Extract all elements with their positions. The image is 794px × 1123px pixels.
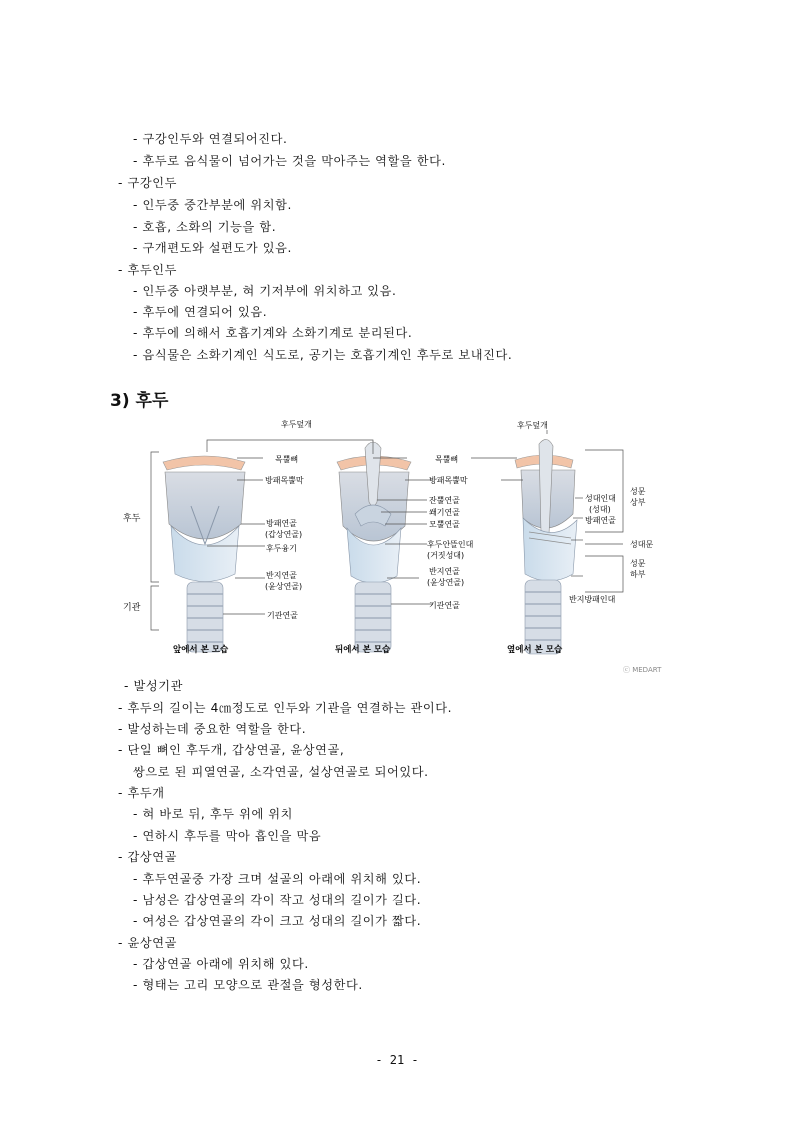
label-thyroid-cartilage-alt: (갑상연골): [265, 530, 303, 539]
list-item: - 남성은 갑상연골의 각이 작고 성대의 길이가 길다.: [133, 893, 422, 907]
label-vestibular-ligament: 후두안뜰인대: [427, 540, 474, 549]
list-item: - 후두에 연결되어 있음.: [133, 305, 268, 319]
larynx-figure: [115, 414, 675, 676]
front-view-illustration: [163, 456, 245, 652]
back-view-illustration: [337, 442, 411, 652]
label-subglottic-1: 성문: [630, 559, 646, 568]
label-trachea-cartilage-side: 기관연골: [429, 601, 460, 610]
list-item: - 인두중 아랫부분, 혀 기저부에 위치하고 있음.: [133, 284, 397, 298]
list-item: - 음식물은 소화기계인 식도로, 공기는 호흡기계인 후두로 보내진다.: [133, 348, 513, 362]
list-item: - 후두로 음식물이 넘어가는 것을 막아주는 역할을 한다.: [133, 154, 446, 168]
label-epiglottis: 후두덮개: [281, 420, 312, 429]
label-arytenoid: 모뿔연골: [429, 520, 460, 529]
list-item: - 후두연골중 가장 크며 설골의 아래에 위치해 있다.: [133, 872, 422, 886]
label-vestibular-ligament-alt: (거짓성대): [427, 551, 465, 560]
list-item: - 혀 바로 뒤, 후두 위에 위치: [133, 807, 294, 821]
caption-side: 옆에서 본 모습: [507, 645, 563, 655]
label-cricoid-cartilage: 반지연골: [266, 571, 297, 580]
label-laryngeal-prominence: 후두융기: [266, 544, 297, 553]
label-trachea-cartilage: 기관연골: [267, 611, 298, 620]
list-item: - 여성은 갑상연골의 각이 크고 성대의 길이가 짧다.: [133, 914, 422, 928]
section-heading: 3) 후두: [110, 391, 169, 411]
label-corniculate: 잔뿔연골: [429, 496, 460, 505]
label-thyrohyoid-membrane: 방패목뿔막: [265, 476, 304, 485]
caption-front: 앞에서 본 모습: [173, 645, 229, 655]
list-item: - 후두의 길이는 4㎝정도로 인두와 기관을 연결하는 관이다.: [118, 701, 453, 715]
label-glottis: 성대문: [630, 540, 654, 549]
label-cricothyroid-ligament: 반지방패인대: [569, 595, 616, 604]
credit: ⓒ MEDART: [623, 666, 662, 674]
list-item: - 후두개: [118, 786, 165, 800]
list-item: - 형태는 고리 모양으로 관절을 형성한다.: [133, 978, 363, 992]
caption-back: 뒤에서 본 모습: [335, 645, 391, 655]
list-item: - 호흡, 소화의 기능을 함.: [133, 220, 277, 234]
label-thyroid-cartilage: 방패연골: [266, 519, 297, 528]
list-item: - 구개편도와 설편도가 있음.: [133, 241, 292, 255]
list-item: - 구강인두: [118, 176, 177, 190]
list-item: - 발성기관: [124, 679, 183, 693]
list-item: - 단일 뼈인 후두개, 갑상연골, 윤상연골,: [118, 743, 345, 757]
label-supraglottic-2: 상부: [630, 498, 646, 507]
label-supraglottic-1: 성문: [630, 487, 646, 496]
label-subglottic-2: 하부: [630, 570, 646, 579]
list-item: - 구강인두와 연결되어진다.: [133, 132, 288, 146]
list-item: - 연하시 후두를 막아 흡인을 막음: [133, 829, 322, 843]
list-item: - 갑상연골 아래에 위치해 있다.: [133, 957, 309, 971]
list-item: 쌍으로 된 피열연골, 소각연골, 설상연골로 되어있다.: [133, 765, 429, 779]
label-cuneiform: 쐐기연골: [429, 508, 460, 517]
list-item: - 후두인두: [118, 263, 177, 277]
label-vocal-ligament: 성대인대: [585, 494, 616, 503]
side-view-illustration: [515, 439, 577, 654]
list-item: - 후두에 의해서 호흡기계와 소화기계로 분리된다.: [133, 326, 413, 340]
label-hyoid-side: 목뿔뼈: [435, 455, 459, 464]
label-vocal-ligament-alt: (성대): [589, 505, 611, 514]
label-cricoid-side-alt: (윤상연골): [427, 578, 465, 587]
list-item: - 갑상연골: [118, 850, 177, 864]
list-item: - 윤상연골: [118, 936, 177, 950]
label-thyrohyoid-membrane-side: 방패목뿔막: [429, 476, 468, 485]
label-epiglottis-side: 후두덮개: [517, 421, 548, 430]
label-cricoid-side: 반지연골: [429, 567, 460, 576]
label-hyoid: 목뿔뼈: [275, 455, 299, 464]
label-cricoid-cartilage-alt: (윤상연골): [265, 582, 303, 591]
label-larynx: 후두: [123, 514, 141, 524]
page-number: - 21 -: [375, 1053, 419, 1067]
list-item: - 발성하는데 중요한 역할을 한다.: [118, 722, 307, 736]
list-item: - 인두중 중간부분에 위치함.: [133, 198, 292, 212]
label-trachea: 기관: [123, 603, 141, 613]
label-thyroid-side: 방패연골: [585, 516, 616, 525]
